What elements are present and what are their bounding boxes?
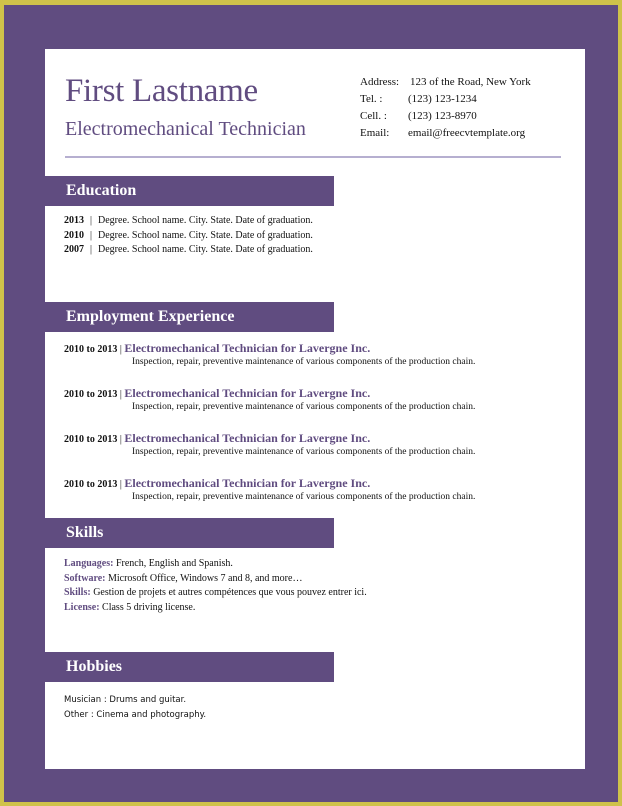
skill-item: [64, 558, 367, 573]
employment-entry: [64, 341, 475, 367]
employment-role: Electromechanical Technician for Lavergne Inc.: [124, 386, 371, 400]
contact-cell: [360, 110, 531, 127]
employment-period: 2010 to 2013: [64, 389, 118, 400]
education-year: 2010: [64, 229, 84, 241]
skill-item: [64, 602, 367, 617]
page-frame: [4, 5, 618, 802]
contact-tel: [360, 93, 531, 110]
contact-value: 123 of the Road, New York: [410, 76, 531, 88]
contact-label: Tel. :: [360, 93, 383, 105]
employment-description: Inspection, repair, preventive maintenance of various components of the production chain.: [132, 447, 476, 457]
separator: |: [119, 434, 122, 445]
skill-key: Languages:: [64, 558, 114, 569]
employment-heading: Employment Experience: [45, 302, 334, 332]
contact-email: [360, 127, 531, 144]
skills-heading: Skills: [45, 518, 334, 548]
employment-entry: [64, 386, 475, 412]
candidate-title: Electromechanical Technician: [65, 118, 306, 140]
employment-description: Inspection, repair, preventive maintenance of various components of the production chain.: [132, 402, 476, 412]
education-entry: [64, 244, 313, 259]
contact-label: Cell. :: [360, 110, 387, 122]
separator: |: [90, 215, 93, 226]
education-list: [64, 215, 313, 259]
education-entry: [64, 230, 313, 245]
header-divider: [65, 156, 561, 158]
skill-key: Software:: [64, 572, 106, 584]
hobbies-heading: Hobbies: [45, 652, 334, 682]
employment-description: Inspection, repair, preventive maintenance of various components of the production chain.: [132, 357, 476, 367]
skill-item: [64, 573, 367, 588]
separator: |: [90, 229, 93, 241]
contact-block: [360, 76, 531, 144]
skill-key: License:: [64, 601, 100, 613]
employment-entry: [64, 431, 475, 457]
contact-value: email@freecvtemplate.org: [408, 127, 526, 139]
education-heading: Education: [45, 176, 334, 206]
resume-page: [45, 49, 585, 769]
education-text: Degree. School name. City. State. Date of graduation.: [98, 215, 313, 226]
skill-value: Gestion de projets et autres compétences que vous pouvez entrer ici.: [93, 587, 367, 598]
separator: |: [90, 244, 93, 255]
employment-role: Electromechanical Technician for Lavergne Inc.: [124, 341, 371, 355]
education-year: 2013: [64, 215, 84, 226]
skill-value: Microsoft Office, Windows 7 and 8, and more…: [107, 572, 303, 584]
separator: |: [119, 479, 122, 490]
education-text: Degree. School name. City. State. Date of graduation.: [98, 244, 313, 255]
hobby-item: Other : Cinema and photography.: [64, 710, 207, 720]
hobby-item: Musician : Drums and guitar.: [64, 695, 187, 705]
employment-period: 2010 to 2013: [64, 434, 118, 445]
education-text: Degree. School name. City. State. Date of graduation.: [98, 229, 313, 241]
employment-period: 2010 to 2013: [64, 344, 118, 355]
employment-description: Inspection, repair, preventive maintenance of various components of the production chain.: [132, 492, 476, 502]
candidate-name: First Lastname: [65, 73, 258, 109]
contact-value: (123) 123-1234: [408, 93, 477, 105]
skill-key: Skills:: [64, 587, 91, 598]
education-year: 2007: [64, 244, 84, 255]
contact-label: Email:: [360, 127, 390, 139]
separator: |: [119, 389, 122, 400]
skill-item: [64, 587, 367, 602]
employment-period: 2010 to 2013: [64, 479, 118, 490]
hobbies-list: [64, 695, 206, 725]
contact-label: Address:: [360, 76, 400, 88]
education-entry: [64, 215, 313, 230]
skills-list: [64, 558, 367, 616]
employment-entry: [64, 476, 475, 502]
contact-address: [360, 76, 531, 93]
skill-value: French, English and Spanish.: [115, 558, 233, 569]
contact-value: (123) 123-8970: [408, 110, 477, 122]
employment-role: Electromechanical Technician for Lavergne Inc.: [124, 431, 371, 445]
separator: |: [119, 344, 122, 355]
employment-role: Electromechanical Technician for Lavergne Inc.: [124, 476, 371, 490]
skill-value: Class 5 driving license.: [102, 601, 196, 613]
